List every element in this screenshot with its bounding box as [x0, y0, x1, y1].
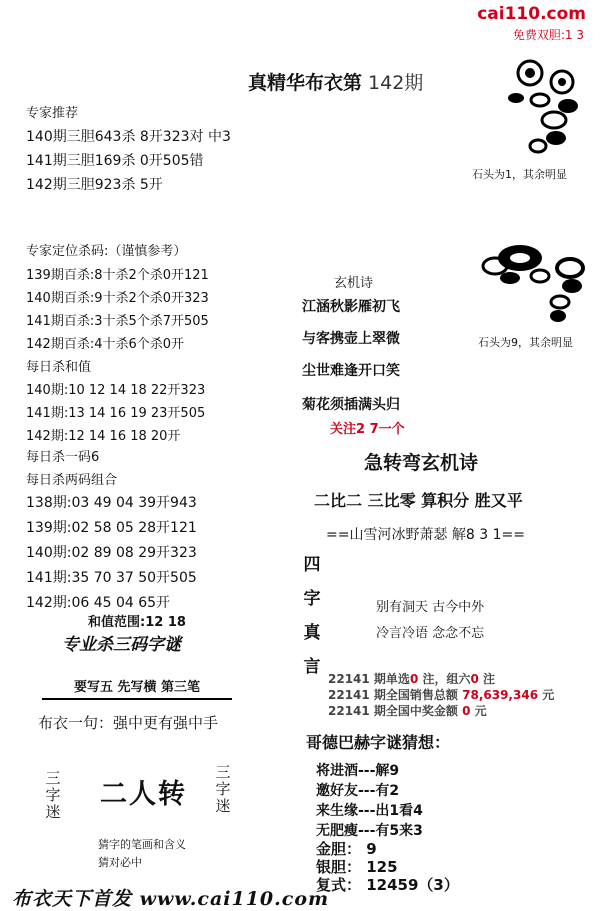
expert-line: 140期三胆643杀 8开323对 中3	[26, 129, 231, 145]
position-kill-line: 139期百杀:8十杀2个杀0开121	[26, 268, 209, 283]
sales-line-total	[328, 686, 554, 703]
xuanji-line: 江涵秋影雁初飞	[302, 299, 400, 315]
four-words-phrase: 别有洞天 古今中外	[376, 600, 485, 615]
urgent-heading: 急转弯玄机诗	[364, 452, 479, 474]
stone-caption-2: 石头为9，其余明显	[478, 336, 573, 349]
title-text: 真精华布衣第	[248, 72, 363, 94]
sum-kill-line: 140期:10 12 14 18 22开323	[26, 383, 206, 398]
two-code-line: 142期:06 45 04 65开	[26, 595, 171, 611]
xuanji-line: 尘世难逢开口笑	[302, 363, 400, 379]
stone-caption-1: 石头为1，其余明显	[472, 168, 567, 181]
sales-unit: 注	[478, 672, 496, 686]
footer-banner: 布衣天下首发 www.cai110.com	[12, 888, 330, 910]
goedel-line: 金胆： 9	[316, 840, 377, 858]
two-code-line: 140期:02 89 08 29开323	[26, 545, 197, 561]
expert-line: 141期三胆169杀 0开505错	[26, 153, 204, 169]
xuanji-line: 与客携壶上翠微	[302, 331, 400, 347]
riddle-main: 二人转	[100, 779, 187, 810]
sales-label: 22141 期全国销售总额	[328, 688, 458, 702]
buyi-sentence: 布衣一句：强中更有强中手	[38, 714, 219, 732]
free-tip: 免费双胆:1 3	[512, 28, 584, 42]
sales-label: 22141 期单选	[328, 672, 410, 686]
two-code-line: 139期:02 58 05 28开121	[26, 520, 197, 536]
sales-value: 0	[470, 672, 479, 686]
expert-heading: 专家推荐	[26, 106, 79, 121]
issue-number: 142期	[368, 72, 424, 94]
sum-kill-line: 142期:12 14 16 18 20开	[26, 429, 181, 444]
xuanji-heading: 玄机诗	[334, 276, 374, 291]
site-logo-text: cai110.com	[477, 4, 586, 24]
kill-one-code: 每日杀一码6	[26, 450, 100, 465]
sales-label: 22141 期全国中奖金额	[328, 704, 458, 718]
focus-note: 关注2 7一个	[330, 422, 405, 437]
two-code-line: 141期:35 70 37 50开505	[26, 570, 197, 586]
goedel-line: 将进酒---解9	[316, 763, 400, 779]
two-code-line: 138期:03 49 04 39开943	[26, 495, 197, 511]
sum-kill-line: 141期:13 14 16 19 23开505	[26, 406, 206, 421]
guess-note: 猜对必中	[98, 856, 142, 869]
sales-line-prize	[328, 702, 487, 719]
stone-coins-image-2	[480, 236, 592, 328]
urgent-line: 二比二 三比零 算积分 胜又平	[314, 491, 523, 510]
goedel-line: 邀好友---有2	[316, 783, 400, 799]
goedel-line: 银胆： 125	[316, 858, 398, 876]
pro-kill-title: 专业杀三码字谜	[62, 635, 181, 655]
sales-value: 0	[409, 672, 419, 686]
four-words-char: 字	[303, 589, 321, 609]
stroke-hint: 要写五 先写横 第三笔	[42, 676, 232, 700]
riddle-left-label: 三字迷	[45, 769, 61, 821]
riddle-right-label: 三字迷	[215, 763, 231, 815]
position-kill-line: 140期百杀:9十杀2个杀0开323	[26, 291, 209, 306]
four-words-char: 四	[303, 555, 321, 575]
page-title	[248, 68, 423, 95]
four-words-phrase: 冷言冷语 念念不忘	[376, 626, 485, 641]
position-kill-heading: 专家定位杀码:（谨慎参考）	[26, 244, 187, 259]
guess-note: 猜字的笔画和含义	[98, 838, 186, 851]
sales-value: 78,639,346	[462, 688, 539, 702]
sum-kill-heading: 每日杀和值	[26, 360, 92, 375]
sales-value: 0	[462, 704, 471, 718]
goedel-line: 复式： 12459（3）	[316, 876, 459, 894]
two-code-heading: 每日杀两码组合	[26, 473, 118, 488]
position-kill-line: 141期百杀:3十杀5个杀7开505	[26, 314, 209, 329]
sales-line-single	[328, 670, 495, 687]
stone-coins-image-1	[490, 58, 590, 158]
sales-unit: 元	[538, 688, 555, 702]
sum-range: 和值范围:12 18	[88, 615, 186, 630]
four-words-char: 真	[303, 623, 321, 643]
goedel-line: 来生缘---出1看4	[316, 803, 423, 819]
sales-unit: 元	[470, 704, 487, 718]
xuanji-line: 菊花须插满头归	[302, 397, 400, 413]
expert-line: 142期三胆923杀 5开	[26, 177, 163, 193]
position-kill-line: 142期百杀:4十杀6个杀0开	[26, 337, 185, 352]
four-words-char: 言	[303, 657, 321, 677]
goedel-line: 无肥瘦---有5来3	[316, 823, 423, 839]
goedel-heading: 哥德巴赫字谜猜想：	[306, 733, 451, 752]
sales-mid: 注，组六	[418, 672, 471, 686]
four-words-vertical	[302, 548, 322, 684]
urgent-answer: ==山雪河冰野萧瑟 解8 3 1==	[326, 527, 525, 543]
